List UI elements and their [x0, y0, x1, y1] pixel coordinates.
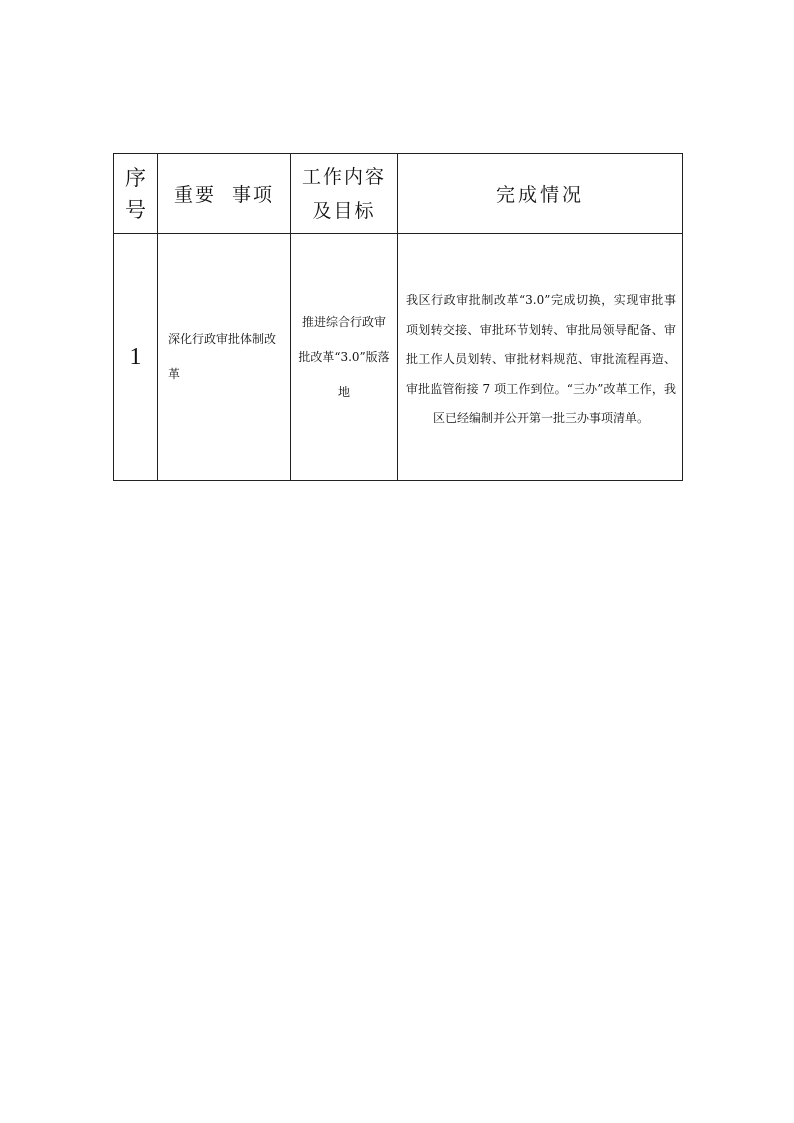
row-completion-status: 我区行政审批制改革“3.0”完成切换，实现审批事项划转交接、审批环节划转、审批局领导配备、审批工作人员划转、审批材料规范、审批流程再造、审批监管衔接 7 项工作到位。“三办”改革工作，我区已经编制并公开第一批三办事项清单。	[398, 234, 683, 481]
header-completion-status: 完成情况	[398, 154, 683, 234]
row-work-content: 推进综合行政审批改革“3.0”版落地	[291, 234, 398, 481]
row-seq: 1	[114, 234, 158, 481]
header-important-item: 重要 事项	[158, 154, 291, 234]
header-seq-line1: 序	[125, 165, 146, 190]
header-seq-line2: 号	[125, 197, 146, 222]
header-work-content	[291, 154, 398, 234]
table-header-row	[114, 154, 683, 234]
row-important-item: 深化行政审批体制改革	[158, 234, 291, 481]
header-seq	[114, 154, 158, 234]
work-items-table	[113, 153, 683, 481]
header-work-content-line2: 及目标	[312, 199, 376, 222]
table-row	[114, 234, 683, 481]
header-work-content-line1: 工作内容	[301, 165, 386, 188]
